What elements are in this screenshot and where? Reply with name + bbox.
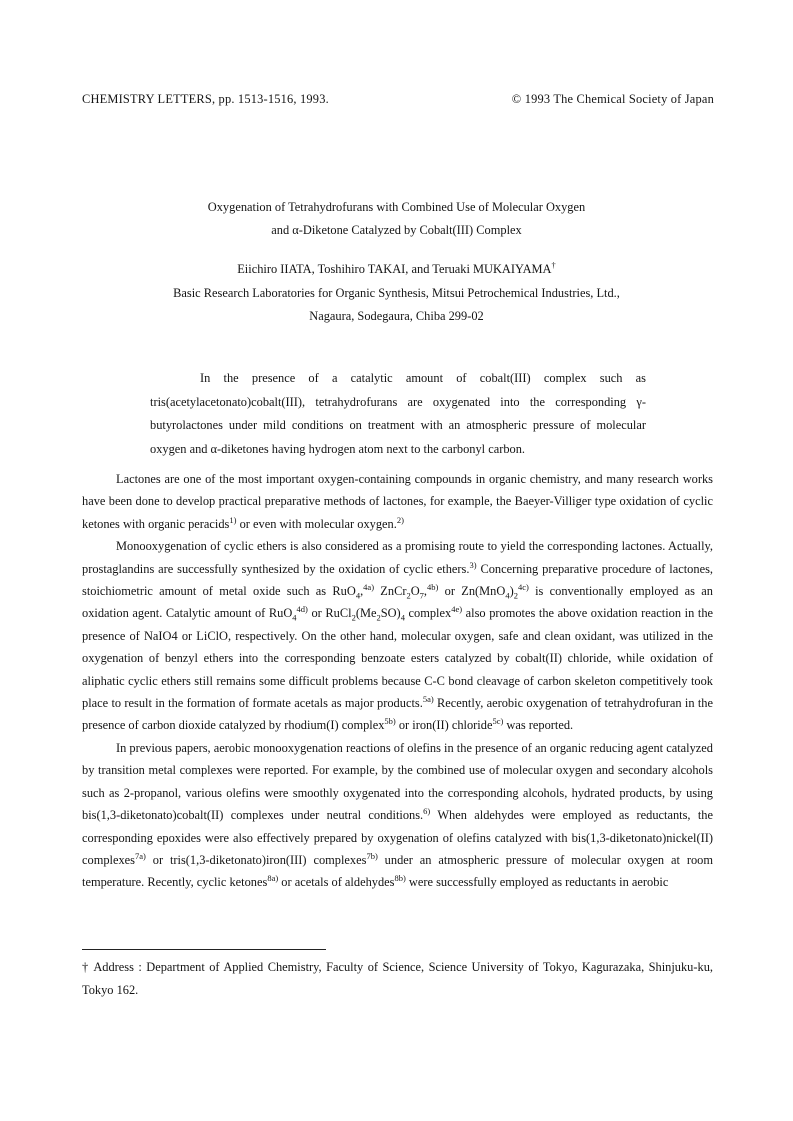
reference-mark: 7a) [135,850,146,861]
copyright-notice: © 1993 The Chemical Society of Japan [511,92,714,106]
text-run: or acetals of aldehydes [278,875,395,890]
text-run: is conventionally employed as an oxidation agent. Catalytic amount of RuO [82,584,713,621]
reference-mark: 4c) [517,581,529,592]
reference-mark: 5a) [422,693,434,704]
text-run: under an atmospheric pressure of molecular oxygen at room temperature. Recently, cyclic ketones [82,852,713,890]
author-names [80,258,713,282]
subscript: 4 [400,612,405,623]
reference-mark: 3) [469,559,477,570]
running-header [82,92,714,110]
text-run: , [423,584,428,599]
author-block [80,258,713,329]
text-run: was reported. [503,718,574,733]
paragraph-2 [82,535,713,737]
reference-mark: 4e) [451,604,463,615]
footnote: † Address : Department of Applied Chemistry, Faculty of Science, Science University of Tokyo, Kagurazaka, Shinjuku-ku, Tokyo 162. [82,960,713,997]
footnote-rule [82,949,326,950]
subscript: 2 [513,590,518,601]
text-run: or even with molecular oxygen. [236,516,397,531]
subscript: 7 [419,590,424,601]
text-run: complex [404,606,452,621]
title-line-2: and α-Diketone Catalyzed by Cobalt(III) Complex [271,223,522,237]
affiliation-line-2: Nagaura, Sodegaura, Chiba 299-02 [309,309,484,323]
affiliation-line-1: Basic Research Laboratories for Organic Synthesis, Mitsui Petrochemical Industries, Ltd., [173,285,620,300]
reference-mark: 7b) [366,850,378,861]
author-list: Eiichiro IIATA, Toshihiro TAKAI, and Teruaki MUKAIYAMA [237,262,552,276]
paragraph-1 [82,468,713,535]
abstract-text: In the presence of a catalytic amount of cobalt(III) complex such as tris(acetylacetonato)cobalt(III), tetrahydrofurans are oxygenated into the corresponding γ-butyrolactones under mild conditions on treatment with an atmospheric pressure of molecular oxygen and α-diketones having hydrogen atom next to the carbonyl carbon. [150,371,646,456]
text-run: ) [509,584,514,599]
text-run: SO) [380,606,401,621]
text-run: When aldehydes were employed as reductants, the corresponding epoxides were also effectively prepared by oxygenation of olefins catalyzed with bis(1,3-diketonato)nickel(II) complexes [82,808,714,867]
text-run: or RuCl [307,606,352,621]
text-run: also promotes the above oxidation reaction in the presence of NaIO4 or LiClO, respectively. On the other hand, molecular oxygen, safe and clean oxidant, was utilized in the oxygenation of benzyl ethers into the corresponding benzoate esters catalyzed by cobalt(II) chloride, while oxidation of aliphatic cyclic ethers still remains some difficult problems because C-C bond cleavage of carbon skeleton competitively took place to result in the formation of formate acetals as major products. [82,606,714,711]
subscript: 2 [406,590,411,601]
subscript: 4 [292,612,297,623]
text-run: or iron(II) chloride [395,718,493,733]
reference-mark: 4a) [363,581,375,592]
subscript: 2 [351,612,356,623]
reference-mark: 1) [229,514,237,525]
text-run: ZnCr [374,584,407,599]
journal-citation: CHEMISTRY LETTERS, pp. 1513-1516, 1993. [82,92,329,106]
reference-mark: 4b) [427,581,439,592]
dagger-mark: † [551,259,556,270]
article-title [80,196,713,242]
body-text [82,468,713,894]
text-run: , [360,584,364,599]
text-run: or tris(1,3-diketonato)iron(III) complexes [145,852,367,867]
subscript: 4 [505,590,510,601]
text-run: Recently, aerobic oxygenation of tetrahydrofuran in the presence of carbon dioxide catalyzed by rhodium(I) complex [82,696,713,733]
reference-mark: 8b) [394,873,406,884]
text-run: or Zn(MnO [438,584,506,599]
title-line-1: Oxygenation of Tetrahydrofurans with Combined Use of Molecular Oxygen [207,200,586,214]
abstract [150,367,646,461]
subscript: 4 [355,590,361,601]
reference-mark: 5c) [492,716,504,727]
reference-mark: 6) [423,805,431,816]
subscript: 2 [376,612,381,623]
reference-mark: 5b) [384,716,396,727]
text-run: Monooxygenation of cyclic ethers is also considered as a promising route to yield the corresponding lactones. Actually, prostaglandins are successfully synthesized by the oxidation of cyclic ethers. [82,539,713,576]
text-run: In previous papers, aerobic monooxygenation reactions of olefins in the presence of an organic reducing agent catalyzed by transition metal complexes were reported. For example, by the combined use of molecular oxygen and secondary alcohols such as 2-propanol, various olefins were smoothly oxygenated into the corresponding alcohols, hydrated products, by using bis(1,3-diketonato)cobalt(II) complexes under neutral conditions. [82,740,713,823]
text-run: were successfully employed as reductants in aerobic [405,875,669,890]
text-run: Concerning preparative procedure of lactones, stoichiometric amount of metal oxide such as RuO [82,561,713,599]
paragraph-3 [82,737,713,894]
reference-mark: 2) [396,514,404,525]
text-run: Lactones are one of the most important oxygen-containing compounds in organic chemistry, and many research works have been done to develop practical preparative methods of lactones, for example, the Baeyer-Villiger type oxidation of cyclic ketones with organic peracids [82,472,713,531]
reference-mark: 8a) [267,873,279,884]
text-run: (Me [355,606,377,621]
text-run: O [410,584,420,599]
reference-mark: 4d) [296,604,308,615]
